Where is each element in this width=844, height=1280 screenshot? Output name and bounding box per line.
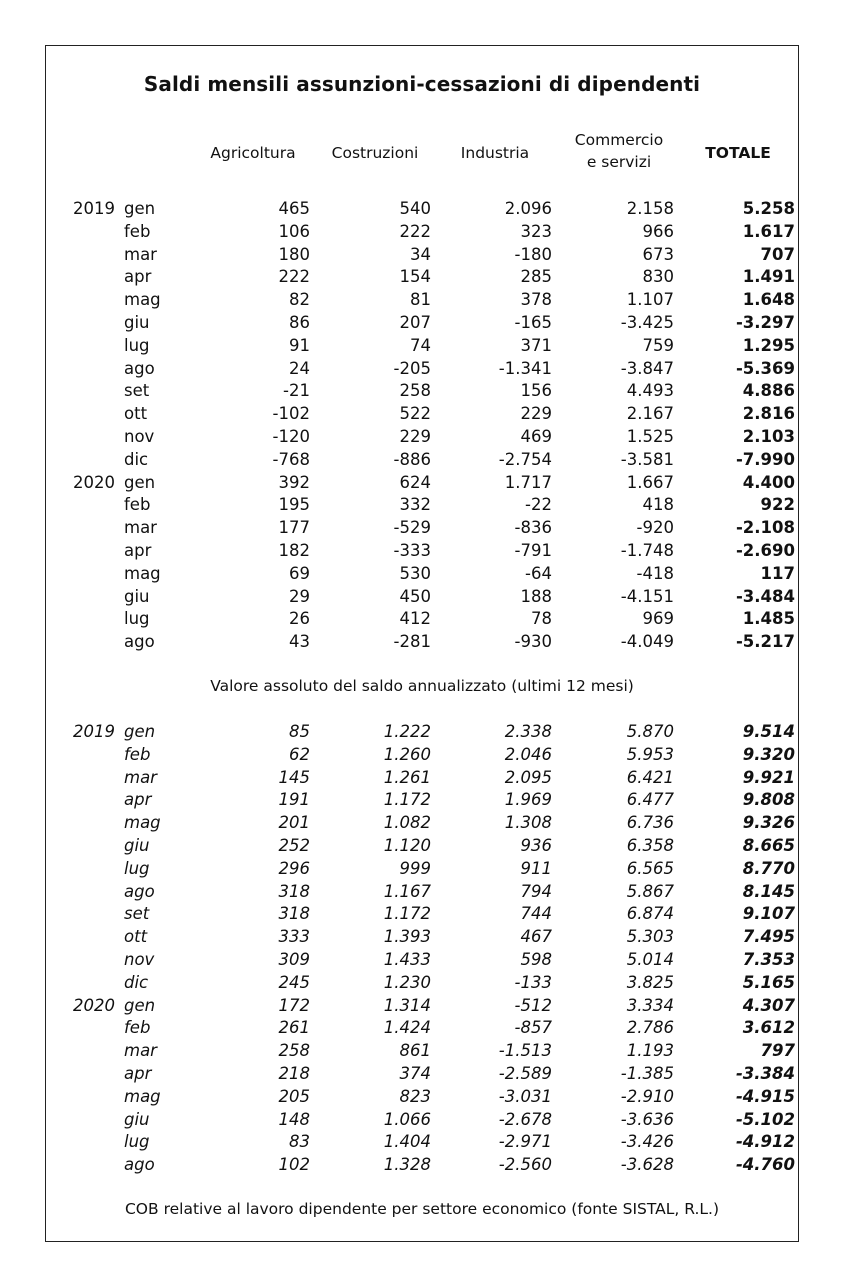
commercio-cell: 2.167 xyxy=(626,404,674,424)
table-row xyxy=(0,811,844,834)
month-cell: gen xyxy=(124,472,156,492)
column-header-agricoltura: Agricoltura xyxy=(210,144,296,162)
agricoltura-cell: 258 xyxy=(278,1041,310,1061)
table-row xyxy=(0,925,844,948)
table-row xyxy=(0,1153,844,1176)
totale-cell: 5.258 xyxy=(742,199,795,218)
table-row xyxy=(0,562,844,585)
agricoltura-cell: 465 xyxy=(278,199,310,218)
agricoltura-cell: -21 xyxy=(283,381,310,401)
costruzioni-cell: 258 xyxy=(399,381,431,401)
totale-cell: 1.491 xyxy=(742,267,795,287)
totale-cell: -5.217 xyxy=(735,632,795,652)
agricoltura-cell: 24 xyxy=(289,358,310,378)
costruzioni-cell: 1.314 xyxy=(383,995,431,1015)
table-row xyxy=(0,585,844,608)
costruzioni-cell: 1.066 xyxy=(383,1109,431,1129)
month-cell: mag xyxy=(124,813,161,833)
year-cell: 2020 xyxy=(73,472,115,492)
costruzioni-cell: 1.328 xyxy=(383,1155,431,1175)
table-row xyxy=(0,1085,844,1108)
agricoltura-cell: 29 xyxy=(289,586,310,606)
industria-cell: -64 xyxy=(525,563,552,583)
commercio-cell: 6.358 xyxy=(626,836,674,855)
month-cell: dic xyxy=(124,972,149,992)
table-row xyxy=(0,1039,844,1062)
totale-cell: 797 xyxy=(760,1041,795,1061)
year-cell: 2019 xyxy=(73,199,115,218)
year-cell: 2020 xyxy=(73,995,115,1015)
month-cell: dic xyxy=(124,449,149,469)
costruzioni-cell: 154 xyxy=(399,267,431,287)
totale-cell: 8.145 xyxy=(742,881,795,901)
annualized-subtitle: Valore assoluto del saldo annualizzato (ultimi 12 mesi) xyxy=(210,677,634,695)
agricoltura-cell: 91 xyxy=(289,335,310,355)
table-row xyxy=(0,425,844,448)
agricoltura-cell: 86 xyxy=(289,313,310,332)
table-row xyxy=(0,766,844,789)
table-row xyxy=(0,994,844,1017)
commercio-cell: 1.667 xyxy=(626,472,674,492)
month-cell: mar xyxy=(124,1041,157,1061)
costruzioni-cell: 1.261 xyxy=(383,767,431,787)
costruzioni-cell: 540 xyxy=(399,199,431,218)
month-cell: mar xyxy=(124,244,157,264)
table-row xyxy=(0,471,844,494)
totale-cell: 9.107 xyxy=(742,904,795,924)
month-cell: gen xyxy=(124,722,156,741)
month-cell: giu xyxy=(124,313,150,332)
totale-cell: 9.320 xyxy=(742,744,795,764)
costruzioni-cell: -529 xyxy=(393,518,431,538)
industria-cell: -836 xyxy=(514,518,552,538)
costruzioni-cell: 222 xyxy=(399,221,431,241)
month-cell: ott xyxy=(124,404,148,424)
costruzioni-cell: 1.404 xyxy=(383,1132,431,1152)
table-row xyxy=(0,220,844,243)
industria-cell: 2.095 xyxy=(504,767,552,787)
costruzioni-cell: 74 xyxy=(410,335,431,355)
table-row xyxy=(0,743,844,766)
totale-cell: 1.485 xyxy=(742,609,795,629)
industria-cell: 467 xyxy=(520,927,552,947)
table-row xyxy=(0,1062,844,1085)
month-cell: ago xyxy=(124,1155,155,1175)
agricoltura-cell: 333 xyxy=(278,927,310,947)
costruzioni-cell: 1.222 xyxy=(383,722,431,741)
commercio-cell: -4.049 xyxy=(620,632,674,652)
industria-cell: -857 xyxy=(514,1018,552,1038)
table-row xyxy=(0,971,844,994)
month-cell: nov xyxy=(124,427,155,446)
industria-cell: 1.717 xyxy=(504,472,552,492)
costruzioni-cell: -886 xyxy=(393,449,431,469)
costruzioni-cell: 229 xyxy=(399,427,431,446)
table-row xyxy=(0,948,844,971)
totale-cell: 4.886 xyxy=(742,381,795,401)
totale-cell: 117 xyxy=(760,563,795,583)
month-cell: set xyxy=(124,904,150,924)
column-header-industria: Industria xyxy=(460,144,530,162)
month-cell: mar xyxy=(124,518,157,538)
costruzioni-cell: -205 xyxy=(393,358,431,378)
industria-cell: 1.308 xyxy=(504,813,552,833)
agricoltura-cell: 148 xyxy=(278,1109,310,1129)
costruzioni-cell: 207 xyxy=(399,313,431,332)
month-cell: feb xyxy=(124,744,151,764)
industria-cell: 371 xyxy=(520,335,552,355)
table-row xyxy=(0,880,844,903)
industria-cell: -791 xyxy=(514,541,552,560)
commercio-cell: -3.426 xyxy=(620,1132,674,1152)
totale-cell: -5.102 xyxy=(735,1109,795,1129)
agricoltura-cell: 106 xyxy=(278,221,310,241)
costruzioni-cell: 1.082 xyxy=(383,813,431,833)
agricoltura-cell: 102 xyxy=(278,1155,310,1175)
totale-cell: -5.369 xyxy=(735,358,795,378)
agricoltura-cell: 218 xyxy=(278,1064,310,1083)
commercio-cell: -418 xyxy=(636,563,674,583)
totale-cell: 9.808 xyxy=(742,790,795,810)
commercio-cell: 6.736 xyxy=(626,813,674,833)
commercio-cell: 6.874 xyxy=(626,904,674,924)
commercio-cell: -3.847 xyxy=(620,358,674,378)
agricoltura-cell: 261 xyxy=(278,1018,310,1038)
totale-cell: 3.612 xyxy=(742,1018,795,1038)
totale-cell: -7.990 xyxy=(735,449,795,469)
table-row xyxy=(0,311,844,334)
commercio-cell: 6.565 xyxy=(626,858,674,878)
costruzioni-cell: 999 xyxy=(399,858,431,878)
industria-cell: 1.969 xyxy=(504,790,552,810)
costruzioni-cell: 1.167 xyxy=(383,881,431,901)
agricoltura-cell: 182 xyxy=(278,541,310,560)
month-cell: mag xyxy=(124,290,161,310)
table-row xyxy=(0,630,844,653)
month-cell: apr xyxy=(124,267,152,287)
commercio-cell: -3.628 xyxy=(620,1155,674,1175)
month-cell: nov xyxy=(124,950,155,969)
commercio-cell: -920 xyxy=(636,518,674,538)
month-cell: mag xyxy=(124,563,161,583)
agricoltura-cell: 43 xyxy=(289,632,310,652)
month-cell: apr xyxy=(124,790,152,810)
agricoltura-cell: 201 xyxy=(278,813,310,833)
month-cell: giu xyxy=(124,1109,150,1129)
column-header-commercio-line1: Commercio xyxy=(574,131,664,149)
agricoltura-cell: 145 xyxy=(278,767,310,787)
costruzioni-cell: 374 xyxy=(399,1064,431,1083)
industria-cell: -2.971 xyxy=(498,1132,552,1152)
industria-cell: 598 xyxy=(520,950,552,969)
industria-cell: 323 xyxy=(520,221,552,241)
month-cell: ago xyxy=(124,881,155,901)
agricoltura-cell: -102 xyxy=(272,404,310,424)
month-cell: ago xyxy=(124,632,155,652)
table-row xyxy=(0,607,844,630)
table-row xyxy=(0,516,844,539)
month-cell: gen xyxy=(124,995,156,1015)
agricoltura-cell: 222 xyxy=(278,267,310,287)
commercio-cell: -3.636 xyxy=(620,1109,674,1129)
agricoltura-cell: 296 xyxy=(278,858,310,878)
totale-cell: 8.665 xyxy=(742,836,795,855)
commercio-cell: 1.525 xyxy=(626,427,674,446)
industria-cell: 744 xyxy=(520,904,552,924)
totale-cell: 9.514 xyxy=(742,722,795,741)
month-cell: lug xyxy=(124,858,150,878)
totale-cell: 2.103 xyxy=(742,427,795,446)
commercio-cell: -1.385 xyxy=(620,1064,674,1083)
industria-cell: -165 xyxy=(514,313,552,332)
month-cell: apr xyxy=(124,1064,152,1083)
agricoltura-cell: 62 xyxy=(289,744,310,764)
totale-cell: 707 xyxy=(760,244,795,264)
month-cell: giu xyxy=(124,586,150,606)
commercio-cell: -1.748 xyxy=(620,541,674,560)
agricoltura-cell: 83 xyxy=(289,1132,310,1152)
commercio-cell: 1.107 xyxy=(626,290,674,310)
table-row xyxy=(0,1016,844,1039)
totale-cell: 4.400 xyxy=(742,472,795,492)
totale-cell: 5.165 xyxy=(742,972,795,992)
commercio-cell: 5.303 xyxy=(626,927,674,947)
costruzioni-cell: -281 xyxy=(393,632,431,652)
commercio-cell: 1.193 xyxy=(626,1041,674,1061)
table-row xyxy=(0,857,844,880)
month-cell: mar xyxy=(124,767,157,787)
industria-cell: 2.046 xyxy=(504,744,552,764)
costruzioni-cell: 1.172 xyxy=(383,904,431,924)
industria-cell: -2.589 xyxy=(498,1064,552,1083)
agricoltura-cell: 177 xyxy=(278,518,310,538)
month-cell: feb xyxy=(124,221,151,241)
industria-cell: 469 xyxy=(520,427,552,446)
commercio-cell: -3.425 xyxy=(620,313,674,332)
industria-cell: -2.560 xyxy=(498,1155,552,1175)
commercio-cell: 5.953 xyxy=(626,744,674,764)
table-row xyxy=(0,539,844,562)
agricoltura-cell: 318 xyxy=(278,881,310,901)
commercio-cell: 673 xyxy=(642,244,674,264)
table-row xyxy=(0,448,844,471)
table-row xyxy=(0,334,844,357)
commercio-cell: -2.910 xyxy=(620,1086,674,1106)
totale-cell: 1.648 xyxy=(742,290,795,310)
commercio-cell: 2.158 xyxy=(626,199,674,218)
commercio-cell: -3.581 xyxy=(620,449,674,469)
totale-cell: 9.921 xyxy=(742,767,795,787)
table-row xyxy=(0,1108,844,1131)
industria-cell: -512 xyxy=(514,995,552,1015)
commercio-cell: 5.867 xyxy=(626,881,674,901)
costruzioni-cell: 332 xyxy=(399,495,431,515)
costruzioni-cell: 1.433 xyxy=(383,950,431,969)
industria-cell: 936 xyxy=(520,836,552,855)
page-title: Saldi mensili assunzioni-cessazioni di dipendenti xyxy=(143,72,701,96)
commercio-cell: 759 xyxy=(642,335,674,355)
table-row xyxy=(0,788,844,811)
source-note: COB relative al lavoro dipendente per settore economico (fonte SISTAL, R.L.) xyxy=(124,1200,719,1218)
costruzioni-cell: 1.393 xyxy=(383,927,431,947)
industria-cell: -1.341 xyxy=(498,358,552,378)
costruzioni-cell: 624 xyxy=(399,472,431,492)
commercio-cell: 969 xyxy=(642,609,674,629)
commercio-cell: 3.825 xyxy=(626,972,674,992)
totale-cell: 1.295 xyxy=(742,335,795,355)
commercio-cell: 3.334 xyxy=(626,995,674,1015)
agricoltura-cell: 85 xyxy=(289,722,310,741)
totale-cell: -3.384 xyxy=(735,1064,795,1083)
costruzioni-cell: 823 xyxy=(399,1086,431,1106)
costruzioni-cell: 530 xyxy=(399,563,431,583)
totale-cell: 7.353 xyxy=(742,950,795,969)
month-cell: feb xyxy=(124,495,151,515)
column-header-commercio-line2: e servizi xyxy=(586,153,652,171)
table-row xyxy=(0,834,844,857)
commercio-cell: 2.786 xyxy=(626,1018,674,1038)
column-header-totale: TOTALE xyxy=(705,144,771,162)
agricoltura-cell: 205 xyxy=(278,1086,310,1106)
table-row xyxy=(0,197,844,220)
industria-cell: 378 xyxy=(520,290,552,310)
totale-cell: -3.297 xyxy=(735,313,795,332)
totale-cell: -4.915 xyxy=(735,1086,795,1106)
costruzioni-cell: 1.120 xyxy=(383,836,431,855)
month-cell: set xyxy=(124,381,150,401)
totale-cell: -4.912 xyxy=(735,1132,795,1152)
industria-cell: 229 xyxy=(520,404,552,424)
table-row xyxy=(0,265,844,288)
month-cell: giu xyxy=(124,836,150,855)
agricoltura-cell: 252 xyxy=(278,836,310,855)
month-cell: ott xyxy=(124,927,148,947)
table-row xyxy=(0,379,844,402)
agricoltura-cell: -120 xyxy=(272,427,310,446)
table-row xyxy=(0,357,844,380)
costruzioni-cell: 412 xyxy=(399,609,431,629)
industria-cell: -2.754 xyxy=(498,449,552,469)
industria-cell: 794 xyxy=(520,881,552,901)
commercio-cell: -4.151 xyxy=(620,586,674,606)
agricoltura-cell: -768 xyxy=(272,449,310,469)
month-cell: gen xyxy=(124,199,156,218)
commercio-cell: 830 xyxy=(642,267,674,287)
agricoltura-cell: 245 xyxy=(278,972,310,992)
totale-cell: 9.326 xyxy=(742,813,795,833)
totale-cell: 7.495 xyxy=(742,927,795,947)
industria-cell: -180 xyxy=(514,244,552,264)
commercio-cell: 6.421 xyxy=(626,767,674,787)
agricoltura-cell: 191 xyxy=(278,790,310,810)
totale-cell: 8.770 xyxy=(742,858,795,878)
industria-cell: -1.513 xyxy=(498,1041,552,1061)
year-cell: 2019 xyxy=(73,722,115,741)
totale-cell: -2.108 xyxy=(735,518,795,538)
column-header-costruzioni: Costruzioni xyxy=(331,144,419,162)
agricoltura-cell: 195 xyxy=(278,495,310,515)
month-cell: lug xyxy=(124,335,150,355)
month-cell: apr xyxy=(124,541,152,560)
industria-cell: -133 xyxy=(514,972,552,992)
agricoltura-cell: 392 xyxy=(278,472,310,492)
agricoltura-cell: 309 xyxy=(278,950,310,969)
industria-cell: 285 xyxy=(520,267,552,287)
industria-cell: 78 xyxy=(531,609,552,629)
totale-cell: -2.690 xyxy=(735,541,795,560)
totale-cell: 1.617 xyxy=(742,221,795,241)
month-cell: lug xyxy=(124,609,150,629)
table-row xyxy=(0,720,844,743)
costruzioni-cell: -333 xyxy=(393,541,431,560)
costruzioni-cell: 861 xyxy=(399,1041,431,1061)
commercio-cell: 4.493 xyxy=(626,381,674,401)
costruzioni-cell: 450 xyxy=(399,586,431,606)
table-row xyxy=(0,1130,844,1153)
totale-cell: 2.816 xyxy=(742,404,795,424)
industria-cell: -22 xyxy=(525,495,552,515)
table-row xyxy=(0,493,844,516)
costruzioni-cell: 1.260 xyxy=(383,744,431,764)
costruzioni-cell: 1.172 xyxy=(383,790,431,810)
totale-cell: -4.760 xyxy=(735,1155,795,1175)
industria-cell: -2.678 xyxy=(498,1109,552,1129)
totale-cell: 4.307 xyxy=(742,995,795,1015)
agricoltura-cell: 26 xyxy=(289,609,310,629)
costruzioni-cell: 1.230 xyxy=(383,972,431,992)
agricoltura-cell: 82 xyxy=(289,290,310,310)
industria-cell: 2.096 xyxy=(504,199,552,218)
totale-cell: 922 xyxy=(760,495,795,515)
agricoltura-cell: 69 xyxy=(289,563,310,583)
industria-cell: 911 xyxy=(520,858,552,878)
industria-cell: 156 xyxy=(520,381,552,401)
table-row xyxy=(0,288,844,311)
commercio-cell: 6.477 xyxy=(626,790,674,810)
costruzioni-cell: 1.424 xyxy=(383,1018,431,1038)
commercio-cell: 5.870 xyxy=(626,722,674,741)
commercio-cell: 418 xyxy=(642,495,674,515)
costruzioni-cell: 34 xyxy=(410,244,431,264)
table-row xyxy=(0,402,844,425)
commercio-cell: 966 xyxy=(642,221,674,241)
industria-cell: -3.031 xyxy=(498,1086,552,1106)
month-cell: feb xyxy=(124,1018,151,1038)
month-cell: mag xyxy=(124,1086,161,1106)
agricoltura-cell: 180 xyxy=(278,244,310,264)
industria-cell: -930 xyxy=(514,632,552,652)
agricoltura-cell: 172 xyxy=(278,995,310,1015)
column-header-commercio xyxy=(560,129,678,173)
table-row xyxy=(0,902,844,925)
month-cell: lug xyxy=(124,1132,150,1152)
commercio-cell: 5.014 xyxy=(626,950,674,969)
table-row xyxy=(0,243,844,266)
costruzioni-cell: 522 xyxy=(399,404,431,424)
costruzioni-cell: 81 xyxy=(410,290,431,310)
industria-cell: 188 xyxy=(520,586,552,606)
industria-cell: 2.338 xyxy=(504,722,552,741)
agricoltura-cell: 318 xyxy=(278,904,310,924)
totale-cell: -3.484 xyxy=(735,586,795,606)
month-cell: ago xyxy=(124,358,155,378)
